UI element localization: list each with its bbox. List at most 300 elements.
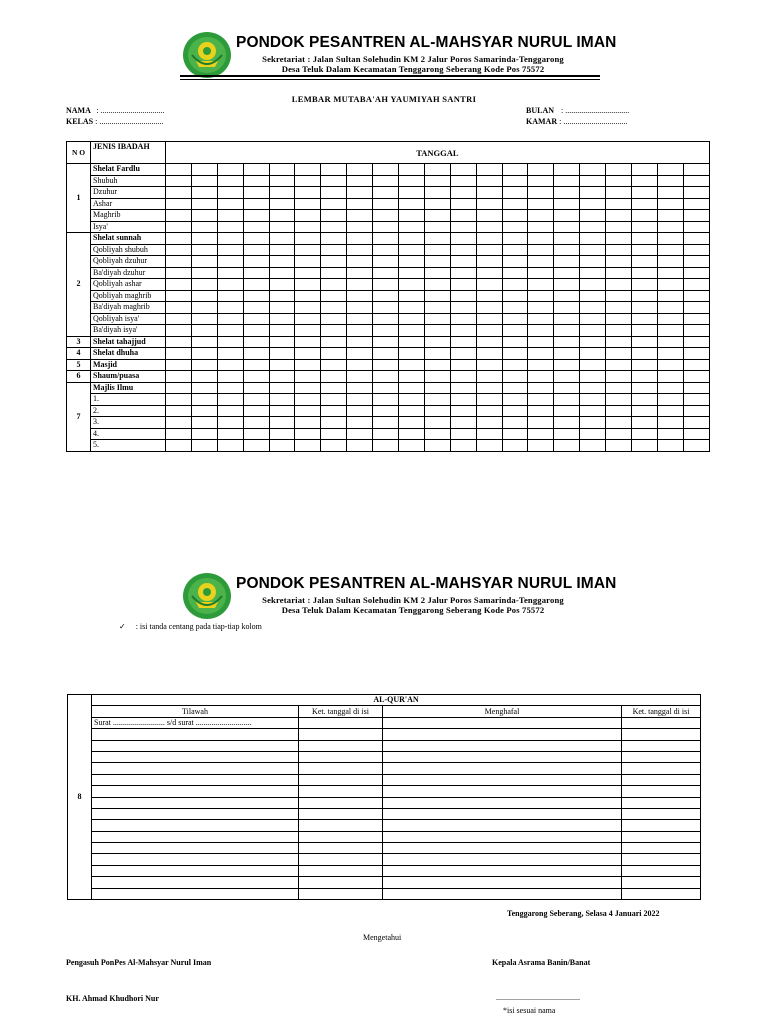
day-checkbox-cell[interactable] (528, 164, 554, 176)
day-checkbox-cell[interactable] (295, 187, 321, 199)
day-checkbox-cell[interactable] (347, 394, 373, 406)
menghafal-cell[interactable] (383, 774, 622, 785)
day-checkbox-cell[interactable] (580, 325, 606, 337)
day-checkbox-cell[interactable] (321, 382, 347, 394)
day-checkbox-cell[interactable] (243, 371, 269, 383)
day-checkbox-cell[interactable] (166, 187, 192, 199)
day-checkbox-cell[interactable] (269, 440, 295, 452)
kelas-field[interactable] (66, 117, 163, 126)
day-checkbox-cell[interactable] (321, 256, 347, 268)
day-checkbox-cell[interactable] (502, 336, 528, 348)
day-checkbox-cell[interactable] (243, 348, 269, 360)
ket-tanggal-cell[interactable] (299, 877, 383, 888)
day-checkbox-cell[interactable] (502, 175, 528, 187)
day-checkbox-cell[interactable] (321, 359, 347, 371)
day-checkbox-cell[interactable] (424, 175, 450, 187)
day-checkbox-cell[interactable] (424, 279, 450, 291)
day-checkbox-cell[interactable] (373, 440, 399, 452)
day-checkbox-cell[interactable] (528, 336, 554, 348)
day-checkbox-cell[interactable] (191, 325, 217, 337)
day-checkbox-cell[interactable] (217, 175, 243, 187)
day-checkbox-cell[interactable] (217, 221, 243, 233)
day-checkbox-cell[interactable] (321, 187, 347, 199)
day-checkbox-cell[interactable] (295, 221, 321, 233)
day-checkbox-cell[interactable] (450, 382, 476, 394)
day-checkbox-cell[interactable] (424, 440, 450, 452)
day-checkbox-cell[interactable] (476, 198, 502, 210)
day-checkbox-cell[interactable] (269, 244, 295, 256)
day-checkbox-cell[interactable] (347, 256, 373, 268)
day-checkbox-cell[interactable] (321, 302, 347, 314)
day-checkbox-cell[interactable] (321, 325, 347, 337)
day-checkbox-cell[interactable] (347, 359, 373, 371)
day-checkbox-cell[interactable] (166, 348, 192, 360)
day-checkbox-cell[interactable] (606, 325, 632, 337)
day-checkbox-cell[interactable] (399, 325, 425, 337)
day-checkbox-cell[interactable] (217, 302, 243, 314)
day-checkbox-cell[interactable] (554, 382, 580, 394)
day-checkbox-cell[interactable] (424, 371, 450, 383)
day-checkbox-cell[interactable] (580, 267, 606, 279)
day-checkbox-cell[interactable] (373, 175, 399, 187)
day-checkbox-cell[interactable] (347, 440, 373, 452)
day-checkbox-cell[interactable] (502, 325, 528, 337)
menghafal-cell[interactable] (383, 854, 622, 865)
day-checkbox-cell[interactable] (580, 187, 606, 199)
day-checkbox-cell[interactable] (502, 440, 528, 452)
day-checkbox-cell[interactable] (269, 279, 295, 291)
day-checkbox-cell[interactable] (606, 394, 632, 406)
day-checkbox-cell[interactable] (657, 394, 683, 406)
day-checkbox-cell[interactable] (166, 244, 192, 256)
day-checkbox-cell[interactable] (243, 313, 269, 325)
day-checkbox-cell[interactable] (528, 325, 554, 337)
day-checkbox-cell[interactable] (554, 267, 580, 279)
day-checkbox-cell[interactable] (373, 187, 399, 199)
day-checkbox-cell[interactable] (476, 440, 502, 452)
ket-tanggal-cell[interactable] (622, 763, 701, 774)
day-checkbox-cell[interactable] (373, 279, 399, 291)
day-checkbox-cell[interactable] (217, 336, 243, 348)
day-checkbox-cell[interactable] (580, 405, 606, 417)
day-checkbox-cell[interactable] (580, 221, 606, 233)
day-checkbox-cell[interactable] (347, 233, 373, 245)
day-checkbox-cell[interactable] (554, 417, 580, 429)
day-checkbox-cell[interactable] (347, 417, 373, 429)
day-checkbox-cell[interactable] (347, 336, 373, 348)
day-checkbox-cell[interactable] (657, 405, 683, 417)
day-checkbox-cell[interactable] (606, 198, 632, 210)
day-checkbox-cell[interactable] (191, 164, 217, 176)
day-checkbox-cell[interactable] (321, 394, 347, 406)
day-checkbox-cell[interactable] (295, 267, 321, 279)
day-checkbox-cell[interactable] (683, 210, 709, 222)
day-checkbox-cell[interactable] (243, 359, 269, 371)
bulan-field[interactable] (526, 106, 629, 115)
day-checkbox-cell[interactable] (217, 290, 243, 302)
day-checkbox-cell[interactable] (632, 290, 658, 302)
day-checkbox-cell[interactable] (347, 267, 373, 279)
ket-tanggal-cell[interactable] (622, 808, 701, 819)
menghafal-cell[interactable] (383, 808, 622, 819)
day-checkbox-cell[interactable] (476, 210, 502, 222)
day-checkbox-cell[interactable] (166, 440, 192, 452)
day-checkbox-cell[interactable] (606, 348, 632, 360)
day-checkbox-cell[interactable] (321, 371, 347, 383)
day-checkbox-cell[interactable] (580, 279, 606, 291)
day-checkbox-cell[interactable] (450, 428, 476, 440)
day-checkbox-cell[interactable] (321, 210, 347, 222)
tilawah-cell[interactable] (92, 820, 299, 831)
tilawah-cell[interactable] (92, 865, 299, 876)
ket-tanggal-cell[interactable] (299, 820, 383, 831)
day-checkbox-cell[interactable] (269, 175, 295, 187)
day-checkbox-cell[interactable] (450, 440, 476, 452)
day-checkbox-cell[interactable] (450, 267, 476, 279)
day-checkbox-cell[interactable] (450, 233, 476, 245)
day-checkbox-cell[interactable] (243, 210, 269, 222)
day-checkbox-cell[interactable] (295, 325, 321, 337)
day-checkbox-cell[interactable] (606, 164, 632, 176)
day-checkbox-cell[interactable] (450, 336, 476, 348)
day-checkbox-cell[interactable] (606, 267, 632, 279)
day-checkbox-cell[interactable] (580, 256, 606, 268)
ket-tanggal-cell[interactable] (299, 888, 383, 899)
ket-tanggal-cell[interactable] (622, 865, 701, 876)
ket-tanggal-cell[interactable] (622, 751, 701, 762)
day-checkbox-cell[interactable] (269, 267, 295, 279)
day-checkbox-cell[interactable] (217, 313, 243, 325)
day-checkbox-cell[interactable] (476, 175, 502, 187)
day-checkbox-cell[interactable] (269, 382, 295, 394)
day-checkbox-cell[interactable] (502, 187, 528, 199)
ket-tanggal-cell[interactable] (299, 729, 383, 740)
day-checkbox-cell[interactable] (554, 175, 580, 187)
day-checkbox-cell[interactable] (399, 256, 425, 268)
tilawah-cell[interactable] (92, 854, 299, 865)
day-checkbox-cell[interactable] (295, 313, 321, 325)
day-checkbox-cell[interactable] (217, 405, 243, 417)
day-checkbox-cell[interactable] (606, 221, 632, 233)
day-checkbox-cell[interactable] (476, 221, 502, 233)
day-checkbox-cell[interactable] (217, 382, 243, 394)
day-checkbox-cell[interactable] (450, 417, 476, 429)
day-checkbox-cell[interactable] (166, 290, 192, 302)
ket-tanggal-cell[interactable] (622, 831, 701, 842)
day-checkbox-cell[interactable] (632, 256, 658, 268)
day-checkbox-cell[interactable] (657, 210, 683, 222)
day-checkbox-cell[interactable] (476, 382, 502, 394)
day-checkbox-cell[interactable] (502, 382, 528, 394)
day-checkbox-cell[interactable] (347, 290, 373, 302)
day-checkbox-cell[interactable] (580, 233, 606, 245)
day-checkbox-cell[interactable] (373, 382, 399, 394)
day-checkbox-cell[interactable] (399, 233, 425, 245)
day-checkbox-cell[interactable] (191, 394, 217, 406)
day-checkbox-cell[interactable] (502, 405, 528, 417)
day-checkbox-cell[interactable] (217, 394, 243, 406)
menghafal-cell[interactable] (383, 786, 622, 797)
day-checkbox-cell[interactable] (243, 198, 269, 210)
tilawah-cell[interactable] (92, 888, 299, 899)
day-checkbox-cell[interactable] (399, 302, 425, 314)
ket-tanggal-cell[interactable] (622, 877, 701, 888)
day-checkbox-cell[interactable] (424, 164, 450, 176)
day-checkbox-cell[interactable] (502, 428, 528, 440)
day-checkbox-cell[interactable] (347, 210, 373, 222)
day-checkbox-cell[interactable] (450, 244, 476, 256)
day-checkbox-cell[interactable] (295, 233, 321, 245)
tilawah-cell[interactable] (92, 808, 299, 819)
menghafal-cell[interactable] (383, 763, 622, 774)
day-checkbox-cell[interactable] (450, 290, 476, 302)
day-checkbox-cell[interactable] (476, 348, 502, 360)
day-checkbox-cell[interactable] (657, 164, 683, 176)
day-checkbox-cell[interactable] (373, 233, 399, 245)
day-checkbox-cell[interactable] (166, 371, 192, 383)
day-checkbox-cell[interactable] (399, 279, 425, 291)
day-checkbox-cell[interactable] (191, 175, 217, 187)
day-checkbox-cell[interactable] (580, 359, 606, 371)
day-checkbox-cell[interactable] (502, 267, 528, 279)
day-checkbox-cell[interactable] (606, 210, 632, 222)
day-checkbox-cell[interactable] (191, 302, 217, 314)
tilawah-cell[interactable] (92, 751, 299, 762)
day-checkbox-cell[interactable] (321, 440, 347, 452)
day-checkbox-cell[interactable] (243, 302, 269, 314)
day-checkbox-cell[interactable] (269, 210, 295, 222)
day-checkbox-cell[interactable] (166, 175, 192, 187)
day-checkbox-cell[interactable] (502, 164, 528, 176)
day-checkbox-cell[interactable] (554, 394, 580, 406)
ket-tanggal-cell[interactable] (622, 740, 701, 751)
day-checkbox-cell[interactable] (580, 210, 606, 222)
day-checkbox-cell[interactable] (424, 302, 450, 314)
day-checkbox-cell[interactable] (347, 221, 373, 233)
day-checkbox-cell[interactable] (683, 336, 709, 348)
day-checkbox-cell[interactable] (373, 290, 399, 302)
day-checkbox-cell[interactable] (632, 440, 658, 452)
day-checkbox-cell[interactable] (243, 428, 269, 440)
day-checkbox-cell[interactable] (632, 359, 658, 371)
day-checkbox-cell[interactable] (373, 244, 399, 256)
day-checkbox-cell[interactable] (528, 198, 554, 210)
menghafal-cell[interactable] (383, 729, 622, 740)
day-checkbox-cell[interactable] (502, 279, 528, 291)
day-checkbox-cell[interactable] (528, 382, 554, 394)
day-checkbox-cell[interactable] (502, 313, 528, 325)
day-checkbox-cell[interactable] (166, 428, 192, 440)
day-checkbox-cell[interactable] (295, 371, 321, 383)
day-checkbox-cell[interactable] (580, 198, 606, 210)
day-checkbox-cell[interactable] (424, 198, 450, 210)
day-checkbox-cell[interactable] (528, 313, 554, 325)
day-checkbox-cell[interactable] (424, 325, 450, 337)
day-checkbox-cell[interactable] (347, 279, 373, 291)
day-checkbox-cell[interactable] (476, 394, 502, 406)
day-checkbox-cell[interactable] (580, 371, 606, 383)
day-checkbox-cell[interactable] (191, 267, 217, 279)
ket-tanggal-cell[interactable] (622, 820, 701, 831)
day-checkbox-cell[interactable] (191, 428, 217, 440)
day-checkbox-cell[interactable] (580, 290, 606, 302)
day-checkbox-cell[interactable] (450, 348, 476, 360)
day-checkbox-cell[interactable] (217, 164, 243, 176)
day-checkbox-cell[interactable] (632, 371, 658, 383)
day-checkbox-cell[interactable] (243, 221, 269, 233)
day-checkbox-cell[interactable] (502, 290, 528, 302)
day-checkbox-cell[interactable] (476, 405, 502, 417)
day-checkbox-cell[interactable] (399, 440, 425, 452)
day-checkbox-cell[interactable] (191, 371, 217, 383)
day-checkbox-cell[interactable] (606, 336, 632, 348)
day-checkbox-cell[interactable] (554, 187, 580, 199)
day-checkbox-cell[interactable] (528, 279, 554, 291)
day-checkbox-cell[interactable] (399, 359, 425, 371)
day-checkbox-cell[interactable] (191, 405, 217, 417)
day-checkbox-cell[interactable] (502, 198, 528, 210)
day-checkbox-cell[interactable] (347, 187, 373, 199)
day-checkbox-cell[interactable] (321, 233, 347, 245)
day-checkbox-cell[interactable] (580, 302, 606, 314)
day-checkbox-cell[interactable] (399, 313, 425, 325)
day-checkbox-cell[interactable] (269, 359, 295, 371)
day-checkbox-cell[interactable] (191, 256, 217, 268)
day-checkbox-cell[interactable] (683, 233, 709, 245)
day-checkbox-cell[interactable] (632, 405, 658, 417)
menghafal-cell[interactable] (383, 843, 622, 854)
day-checkbox-cell[interactable] (243, 417, 269, 429)
day-checkbox-cell[interactable] (606, 187, 632, 199)
day-checkbox-cell[interactable] (528, 210, 554, 222)
day-checkbox-cell[interactable] (347, 175, 373, 187)
day-checkbox-cell[interactable] (166, 394, 192, 406)
day-checkbox-cell[interactable] (373, 198, 399, 210)
day-checkbox-cell[interactable] (450, 371, 476, 383)
day-checkbox-cell[interactable] (502, 302, 528, 314)
day-checkbox-cell[interactable] (191, 279, 217, 291)
day-checkbox-cell[interactable] (657, 382, 683, 394)
day-checkbox-cell[interactable] (580, 440, 606, 452)
day-checkbox-cell[interactable] (657, 233, 683, 245)
day-checkbox-cell[interactable] (502, 244, 528, 256)
day-checkbox-cell[interactable] (166, 267, 192, 279)
day-checkbox-cell[interactable] (580, 348, 606, 360)
day-checkbox-cell[interactable] (166, 336, 192, 348)
day-checkbox-cell[interactable] (554, 244, 580, 256)
day-checkbox-cell[interactable] (657, 221, 683, 233)
day-checkbox-cell[interactable] (606, 290, 632, 302)
day-checkbox-cell[interactable] (191, 359, 217, 371)
day-checkbox-cell[interactable] (321, 244, 347, 256)
menghafal-cell[interactable] (383, 877, 622, 888)
day-checkbox-cell[interactable] (554, 302, 580, 314)
day-checkbox-cell[interactable] (243, 267, 269, 279)
day-checkbox-cell[interactable] (295, 394, 321, 406)
day-checkbox-cell[interactable] (554, 428, 580, 440)
day-checkbox-cell[interactable] (528, 394, 554, 406)
day-checkbox-cell[interactable] (269, 198, 295, 210)
day-checkbox-cell[interactable] (373, 428, 399, 440)
day-checkbox-cell[interactable] (217, 187, 243, 199)
day-checkbox-cell[interactable] (424, 348, 450, 360)
day-checkbox-cell[interactable] (606, 175, 632, 187)
day-checkbox-cell[interactable] (657, 198, 683, 210)
day-checkbox-cell[interactable] (424, 405, 450, 417)
day-checkbox-cell[interactable] (217, 417, 243, 429)
menghafal-cell[interactable] (383, 751, 622, 762)
tilawah-cell[interactable] (92, 774, 299, 785)
day-checkbox-cell[interactable] (657, 256, 683, 268)
day-checkbox-cell[interactable] (295, 336, 321, 348)
ket-tanggal-cell[interactable] (622, 729, 701, 740)
day-checkbox-cell[interactable] (217, 325, 243, 337)
day-checkbox-cell[interactable] (632, 187, 658, 199)
day-checkbox-cell[interactable] (269, 187, 295, 199)
day-checkbox-cell[interactable] (243, 336, 269, 348)
day-checkbox-cell[interactable] (424, 221, 450, 233)
day-checkbox-cell[interactable] (502, 417, 528, 429)
menghafal-cell[interactable] (383, 797, 622, 808)
day-checkbox-cell[interactable] (450, 164, 476, 176)
day-checkbox-cell[interactable] (373, 359, 399, 371)
day-checkbox-cell[interactable] (657, 336, 683, 348)
day-checkbox-cell[interactable] (399, 198, 425, 210)
day-checkbox-cell[interactable] (528, 221, 554, 233)
day-checkbox-cell[interactable] (295, 198, 321, 210)
day-checkbox-cell[interactable] (476, 267, 502, 279)
day-checkbox-cell[interactable] (528, 417, 554, 429)
day-checkbox-cell[interactable] (450, 405, 476, 417)
day-checkbox-cell[interactable] (476, 302, 502, 314)
day-checkbox-cell[interactable] (295, 382, 321, 394)
day-checkbox-cell[interactable] (580, 336, 606, 348)
day-checkbox-cell[interactable] (657, 279, 683, 291)
day-checkbox-cell[interactable] (683, 313, 709, 325)
day-checkbox-cell[interactable] (683, 256, 709, 268)
ket-tanggal-cell[interactable] (299, 763, 383, 774)
day-checkbox-cell[interactable] (476, 187, 502, 199)
menghafal-cell[interactable] (383, 820, 622, 831)
day-checkbox-cell[interactable] (606, 313, 632, 325)
day-checkbox-cell[interactable] (476, 279, 502, 291)
day-checkbox-cell[interactable] (450, 210, 476, 222)
day-checkbox-cell[interactable] (528, 440, 554, 452)
day-checkbox-cell[interactable] (683, 325, 709, 337)
day-checkbox-cell[interactable] (683, 164, 709, 176)
day-checkbox-cell[interactable] (373, 417, 399, 429)
day-checkbox-cell[interactable] (424, 394, 450, 406)
day-checkbox-cell[interactable] (502, 371, 528, 383)
day-checkbox-cell[interactable] (450, 187, 476, 199)
day-checkbox-cell[interactable] (528, 290, 554, 302)
day-checkbox-cell[interactable] (606, 440, 632, 452)
day-checkbox-cell[interactable] (399, 417, 425, 429)
day-checkbox-cell[interactable] (373, 267, 399, 279)
day-checkbox-cell[interactable] (399, 382, 425, 394)
day-checkbox-cell[interactable] (554, 440, 580, 452)
day-checkbox-cell[interactable] (657, 428, 683, 440)
day-checkbox-cell[interactable] (657, 290, 683, 302)
day-checkbox-cell[interactable] (657, 267, 683, 279)
menghafal-cell[interactable] (383, 888, 622, 899)
day-checkbox-cell[interactable] (191, 187, 217, 199)
day-checkbox-cell[interactable] (632, 348, 658, 360)
day-checkbox-cell[interactable] (217, 279, 243, 291)
day-checkbox-cell[interactable] (347, 302, 373, 314)
day-checkbox-cell[interactable] (657, 175, 683, 187)
day-checkbox-cell[interactable] (632, 279, 658, 291)
